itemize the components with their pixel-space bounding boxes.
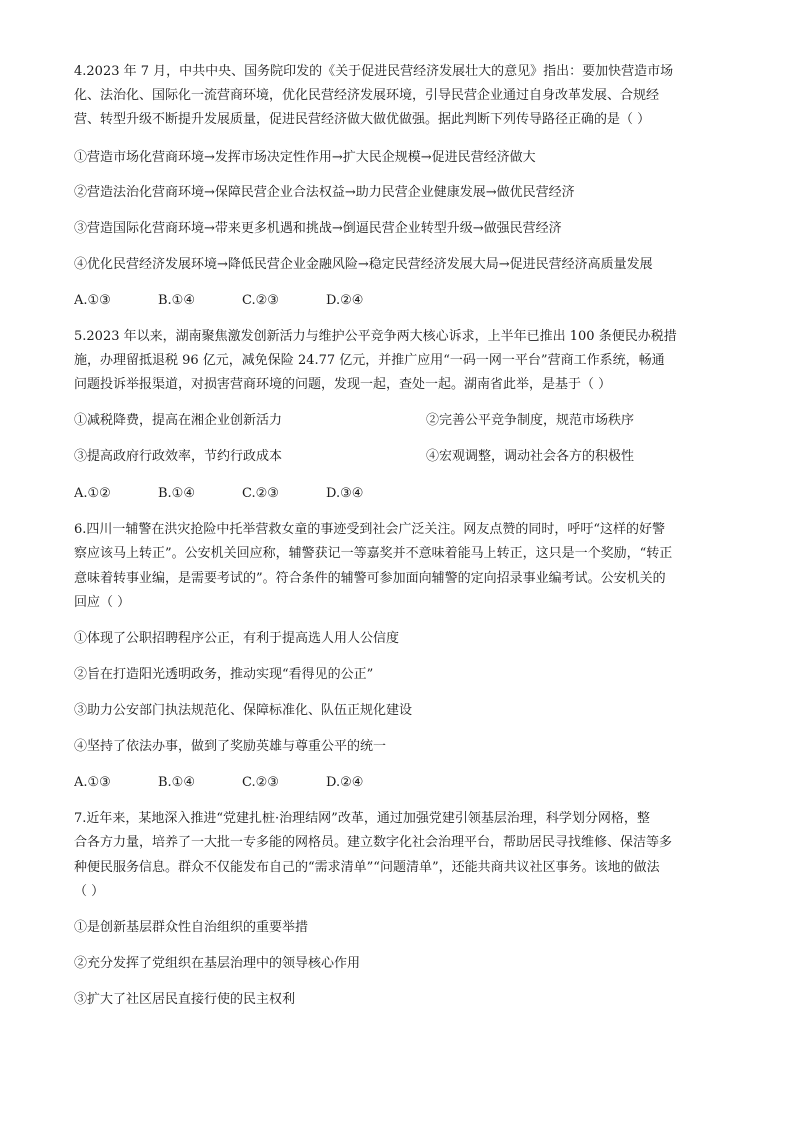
q4-option-c[interactable]: C.②③ [242, 293, 279, 308]
q5-stem-line-1: 5.2023 年以来，湖南聚焦激发创新活力与维护公平竞争两大核心诉求，上半年已推出 100 条便民办税措 [74, 329, 677, 344]
q7-stem-line-2: 合各方力量，培养了一大批一专多能的网格员。建立数字化社会治理平台，帮助居民寻找维修、保洁等多 [74, 835, 673, 850]
q4-option-b[interactable]: B.①④ [158, 293, 195, 308]
q6-options [74, 773, 734, 793]
q5-option-a[interactable]: A.①② [74, 486, 111, 501]
q5-stem-line-2: 施，办理留抵退税 96 亿元，减免保险 24.77 亿元，并推广应用“一码一网一平台”营商工作系统，畅通 [74, 353, 665, 368]
q6-item-4: ④坚持了依法办事，做到了奖励英雄与尊重公平的统一 [74, 739, 387, 754]
q5-item-4: ④宏观调整，调动社会各方的积极性 [426, 449, 635, 464]
q6-stem-line-2: 察应该马上转正”。公安机关回应称，辅警获记一等嘉奖并不意味着能马上转正，这只是一个奖励，“转正 [74, 546, 673, 561]
q5-stem-line-3: 问题投诉举报渠道，对损害营商环境的问题，发现一起，查处一起。湖南省此举，是基于（ ） [74, 377, 612, 392]
q6-option-b[interactable]: B.①④ [158, 775, 195, 790]
q4-option-a[interactable]: A.①③ [74, 293, 111, 308]
q5-option-c[interactable]: C.②③ [242, 486, 279, 501]
q7-item-3: ③扩大了社区居民直接行使的民主权利 [74, 992, 296, 1007]
q4-stem-line-3: 营、转型升级不断提升发展质量，促进民营经济做大做优做强。据此判断下列传导路径正确的是（ ） [74, 112, 651, 127]
q4-options [74, 291, 734, 311]
q4-option-d[interactable]: D.②④ [326, 293, 364, 308]
q6-option-c[interactable]: C.②③ [242, 775, 279, 790]
q7-stem-line-1: 7.近年来，某地深入推进“党建扎桩·治理结网”改革，通过加强党建引领基层治理，科学划分网格，整 [74, 811, 650, 826]
q4-stem-line-2: 化、法治化、国际化一流营商环境，优化民营经济发展环境，引导民营企业通过自身改革发展、合规经 [74, 88, 660, 103]
q5-options [74, 484, 734, 504]
q5-item-1: ①减税降费，提高在湘企业创新活力 [74, 413, 283, 428]
q6-stem-line-1: 6.四川一辅警在洪灾抢险中托举营救女童的事迹受到社会广泛关注。网友点赞的同时，呼吁“这样的好警 [74, 522, 666, 537]
q5-option-d[interactable]: D.③④ [326, 486, 364, 501]
q6-option-d[interactable]: D.②④ [326, 775, 364, 790]
q6-item-1: ①体现了公职招聘程序公正，有利于提高选人用人公信度 [74, 631, 400, 646]
q6-stem-line-3: 意味着转事业编，是需要考试的”。符合条件的辅警可参加面向辅警的定向招录事业编考试。公安机关的 [74, 571, 666, 586]
q5-item-2: ②完善公平竞争制度，规范市场秩序 [426, 413, 635, 428]
q6-stem-line-4: 回应（ ） [74, 595, 131, 610]
q5-item-3: ③提高政府行政效率，节约行政成本 [74, 449, 283, 464]
q5-option-b[interactable]: B.①④ [158, 486, 195, 501]
q4-item-4: ④优化民营经济发展环境→降低民营企业金融风险→稳定民营经济发展大局→促进民营经济高质量发展 [74, 257, 653, 272]
q5-items-row-1 [74, 411, 734, 431]
q6-option-a[interactable]: A.①③ [74, 775, 111, 790]
q4-item-1: ①营造市场化营商环境→发挥市场决定性作用→扩大民企规模→促进民营经济做大 [74, 150, 536, 165]
q6-item-2: ②旨在打造阳光透明政务，推动实现“看得见的公正” [74, 667, 374, 682]
q4-item-2: ②营造法治化营商环境→保障民营企业合法权益→助力民营企业健康发展→做优民营经济 [74, 185, 575, 200]
q4-item-3: ③营造国际化营商环境→带来更多机遇和挑战→倒逼民营企业转型升级→做强民营经济 [74, 221, 562, 236]
q7-item-1: ①是创新基层群众性自治组织的重要举措 [74, 920, 309, 935]
q7-item-2: ②充分发挥了党组织在基层治理中的领导核心作用 [74, 956, 361, 971]
q5-items-row-2 [74, 447, 734, 467]
q6-item-3: ③助力公安部门执法规范化、保障标准化、队伍正规化建设 [74, 703, 413, 718]
q7-stem-line-4: （ ） [74, 884, 105, 899]
q7-stem-line-3: 种便民服务信息。群众不仅能发布自己的“需求清单”“问题清单”，还能共商共议社区事务。该地的做法 [74, 860, 660, 875]
q4-stem-line-1: 4.2023 年 7 月，中共中央、国务院印发的《关于促进民营经济发展壮大的意见》指出：要加快营造市场 [74, 64, 674, 79]
